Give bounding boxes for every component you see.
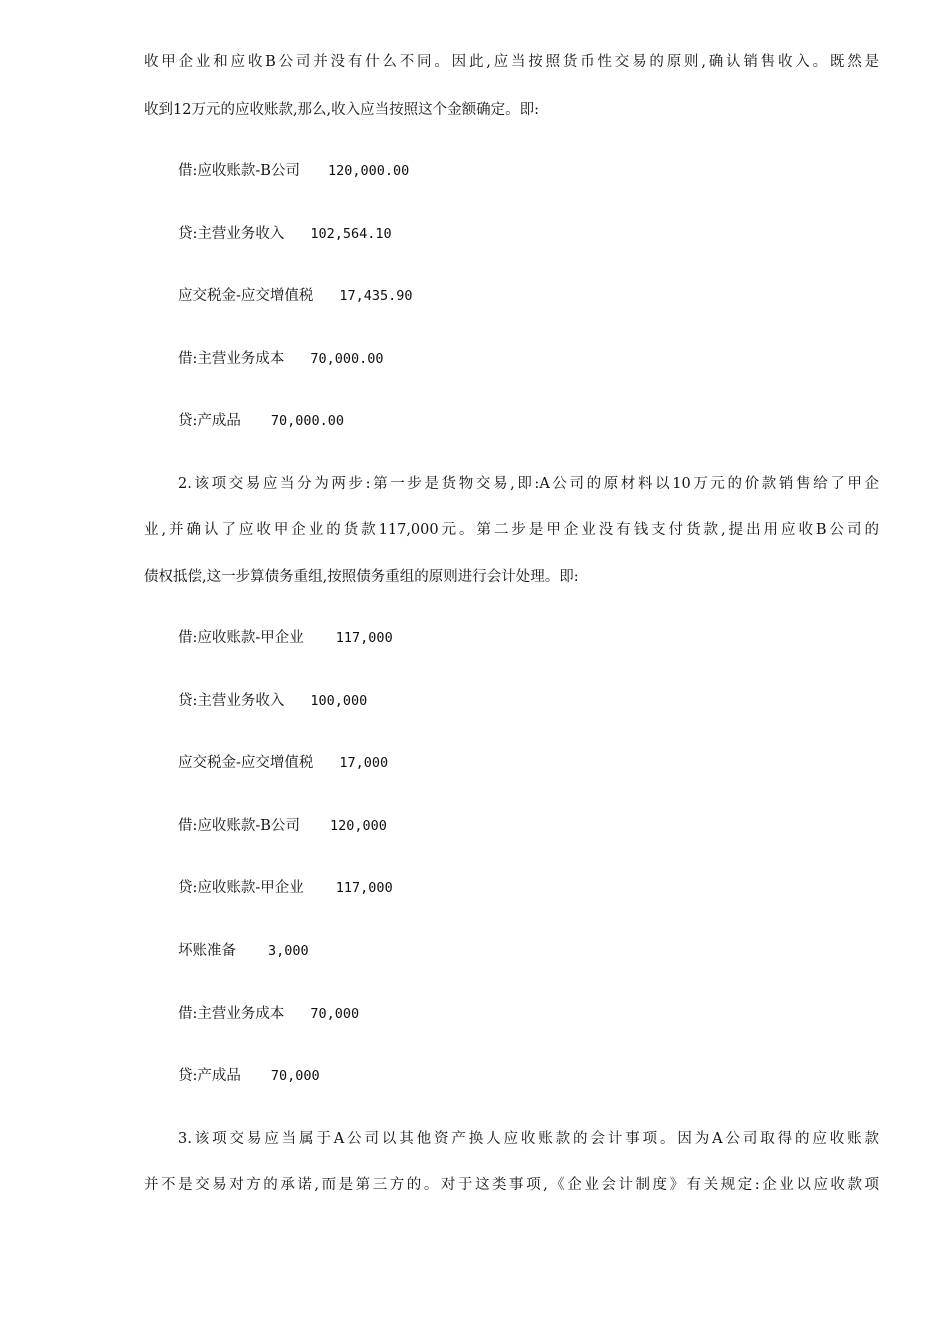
entry-amount: 70,000.00 bbox=[270, 413, 345, 429]
entry-account: 借:应收账款-B公司 bbox=[178, 818, 300, 834]
journal-entry bbox=[178, 349, 384, 369]
paragraph-1-line-1: 收甲企业和应收B公司并没有什么不同。因此,应当按照货币性交易的原则,确认销售收入。既然是 bbox=[144, 54, 879, 70]
journal-entry bbox=[178, 224, 392, 244]
entry-amount: 70,000 bbox=[270, 1068, 320, 1084]
entry-account: 借:应收账款-B公司 bbox=[178, 163, 300, 179]
journal-entry bbox=[178, 816, 387, 836]
entry-account: 应交税金-应交增值税 bbox=[178, 755, 314, 771]
entry-amount: 3,000 bbox=[268, 943, 309, 959]
paragraph-2-line-1: 2.该项交易应当分为两步:第一步是货物交易,即:A公司的原材料以10万元的价款销售给了甲企 bbox=[178, 476, 879, 492]
entry-amount: 120,000.00 bbox=[327, 163, 410, 179]
entry-account: 贷:主营业务收入 bbox=[178, 226, 285, 242]
entry-account: 借:主营业务成本 bbox=[178, 351, 285, 367]
paragraph-3-line-2: 并不是交易对方的承诺,而是第三方的。对于这类事项,《企业会计制度》有关规定:企业以应收款项 bbox=[144, 1177, 879, 1193]
entry-amount: 117,000 bbox=[335, 630, 393, 646]
journal-entry bbox=[178, 1066, 320, 1086]
paragraph-1-line-2: 收到12万元的应收账款,那么,收入应当按照这个金额确定。即: bbox=[144, 102, 540, 118]
entry-account: 贷:主营业务收入 bbox=[178, 693, 285, 709]
entry-account: 应交税金-应交增值税 bbox=[178, 288, 314, 304]
entry-account: 坏账准备 bbox=[178, 943, 236, 959]
entry-amount: 17,435.90 bbox=[339, 288, 413, 304]
paragraph-2-line-3: 债权抵偿,这一步算债务重组,按照债务重组的原则进行会计处理。即: bbox=[144, 569, 579, 585]
journal-entry bbox=[178, 286, 413, 306]
journal-entry bbox=[178, 161, 409, 181]
paragraph-3-line-1: 3.该项交易应当属于A公司以其他资产换人应收账款的会计事项。因为A公司取得的应收账款 bbox=[178, 1131, 879, 1147]
journal-entry bbox=[178, 878, 393, 898]
entry-amount: 117,000 bbox=[335, 880, 393, 896]
journal-entry bbox=[178, 1004, 359, 1024]
journal-entry bbox=[178, 691, 367, 711]
entry-account: 贷:产成品 bbox=[178, 413, 241, 429]
journal-entry bbox=[178, 411, 344, 431]
entry-amount: 100,000 bbox=[310, 693, 368, 709]
journal-entry bbox=[178, 941, 309, 961]
entry-amount: 17,000 bbox=[339, 755, 389, 771]
entry-amount: 102,564.10 bbox=[310, 226, 392, 242]
journal-entry bbox=[178, 628, 393, 648]
paragraph-2-line-2: 业,并确认了应收甲企业的货款117,000元。第二步是甲企业没有钱支付货款,提出用应收B公司的 bbox=[144, 522, 879, 538]
entry-account: 借:主营业务成本 bbox=[178, 1006, 285, 1022]
entry-account: 借:应收账款-甲企业 bbox=[178, 630, 304, 646]
entry-account: 贷:应收账款-甲企业 bbox=[178, 880, 304, 896]
entry-account: 贷:产成品 bbox=[178, 1068, 241, 1084]
entry-amount: 70,000 bbox=[310, 1006, 360, 1022]
entry-amount: 120,000 bbox=[329, 818, 387, 834]
journal-entry bbox=[178, 753, 388, 773]
entry-amount: 70,000.00 bbox=[310, 351, 384, 367]
